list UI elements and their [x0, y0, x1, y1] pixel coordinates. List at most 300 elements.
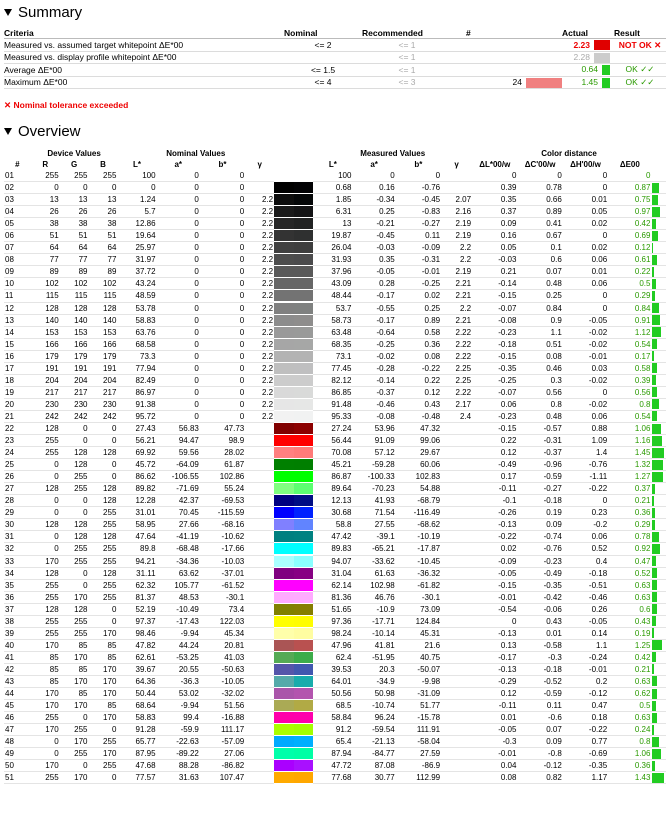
- overview-cell: 2.17: [441, 398, 472, 410]
- overview-cell: 31.01: [117, 507, 156, 519]
- overview-cell: 62.61: [117, 651, 156, 663]
- summary-num: [452, 76, 562, 88]
- overview-cell: 0: [60, 182, 89, 194]
- overview-cell: 0.9: [517, 314, 562, 326]
- overview-cell: -0.48: [396, 410, 441, 422]
- overview-cell: 1.1: [517, 326, 562, 338]
- color-swatch: [274, 230, 313, 242]
- overview-cell: 85: [89, 639, 118, 651]
- overview-cell: -86.9: [396, 760, 441, 772]
- nominal-swatch: [274, 423, 294, 434]
- nominal-swatch: [274, 628, 294, 639]
- overview-cell: 0: [200, 266, 245, 278]
- measured-swatch: [294, 772, 314, 783]
- overview-cell: 0: [200, 302, 245, 314]
- overview-cell: 61.63: [352, 567, 395, 579]
- overview-cell: 0.67: [517, 230, 562, 242]
- overview-cell: 0.63: [608, 579, 651, 591]
- overview-cell: 0.29: [608, 290, 651, 302]
- overview-cell: 0.02: [396, 290, 441, 302]
- overview-cell: -0.83: [396, 206, 441, 218]
- overview-cell: 89.64: [313, 483, 352, 495]
- de-bar-cell: [651, 182, 666, 194]
- overview-cell: -0.37: [517, 447, 562, 459]
- nominal-swatch: [274, 315, 294, 326]
- overview-cell: 2.2: [441, 254, 472, 266]
- overview-cell: 0.12: [396, 386, 441, 398]
- overview-cell: 0: [31, 748, 60, 760]
- nominal-swatch: [274, 363, 294, 374]
- overview-cell: 0: [157, 170, 200, 182]
- overview-cell: 45.34: [200, 627, 245, 639]
- nominal-swatch: [274, 676, 294, 687]
- color-swatch: [274, 290, 313, 302]
- overview-cell: 1.85: [313, 194, 352, 206]
- overview-cell: 0.54: [608, 338, 651, 350]
- nominal-swatch: [274, 483, 294, 494]
- overview-cell: 0: [200, 362, 245, 374]
- measured-swatch: [294, 640, 314, 651]
- overview-cell: 89.82: [117, 483, 156, 495]
- overview-cell: 0.26: [563, 603, 608, 615]
- overview-cell: 0.63: [608, 712, 651, 724]
- color-swatch: [274, 182, 313, 194]
- color-swatch: [274, 422, 313, 434]
- overview-cell: 0: [60, 712, 89, 724]
- de-bar: [652, 279, 656, 289]
- overview-cell: [245, 627, 274, 639]
- overview-cell: 170: [31, 555, 60, 567]
- overview-cell: -0.18: [517, 495, 562, 507]
- overview-cell: 1.32: [608, 459, 651, 471]
- nominal-swatch: [274, 278, 294, 289]
- overview-cell: [245, 435, 274, 447]
- overview-cell: 2.2: [245, 374, 274, 386]
- overview-cell: -0.3: [472, 736, 517, 748]
- overview-cell: 99.06: [396, 435, 441, 447]
- overview-cell: 35: [4, 579, 31, 591]
- nominal-swatch: [274, 170, 294, 181]
- measured-swatch: [294, 290, 314, 301]
- overview-cell: -0.11: [472, 483, 517, 495]
- nominal-swatch: [274, 664, 294, 675]
- overview-cell: 39.53: [313, 663, 352, 675]
- overview-cell: 111.17: [200, 724, 245, 736]
- overview-cell: -16.88: [200, 712, 245, 724]
- overview-cell: 0: [200, 290, 245, 302]
- overview-cell: 1.43: [608, 772, 651, 784]
- overview-row: [4, 254, 666, 266]
- overview-cell: 0: [157, 182, 200, 194]
- overview-cell: 24: [4, 447, 31, 459]
- overview-cell: -0.42: [517, 591, 562, 603]
- overview-cell: 68.58: [117, 338, 156, 350]
- overview-cell: 102.86: [200, 471, 245, 483]
- overview-cell: 1.4: [563, 447, 608, 459]
- overview-cell: 128: [89, 531, 118, 543]
- de-bar: [652, 327, 661, 337]
- nominal-swatch: [274, 748, 294, 759]
- de-bar: [652, 424, 660, 434]
- overview-cell: -15.78: [396, 712, 441, 724]
- de-bar-cell: [651, 447, 666, 459]
- overview-cell: 255: [31, 435, 60, 447]
- measured-swatch: [294, 242, 314, 253]
- overview-cell: -0.59: [517, 688, 562, 700]
- overview-cell: [245, 483, 274, 495]
- de-bar: [652, 351, 653, 361]
- overview-cell: 255: [31, 615, 60, 627]
- overview-cell: 0: [200, 374, 245, 386]
- col-header: ΔE00: [619, 160, 640, 169]
- overview-cell: [245, 615, 274, 627]
- overview-row: [4, 398, 666, 410]
- overview-cell: 12.28: [117, 495, 156, 507]
- overview-cell: 42: [4, 663, 31, 675]
- overview-section-header[interactable]: [4, 123, 81, 140]
- measured-swatch: [294, 399, 314, 410]
- overview-cell: 0.63: [608, 591, 651, 603]
- de-bar-cell: [651, 519, 666, 531]
- overview-cell: 0.06: [563, 254, 608, 266]
- overview-cell: 0.66: [517, 194, 562, 206]
- overview-cell: 0.04: [472, 760, 517, 772]
- overview-cell: -71.69: [157, 483, 200, 495]
- overview-cell: 41.03: [200, 651, 245, 663]
- overview-cell: [245, 700, 274, 712]
- nominal-swatch: [274, 700, 294, 711]
- overview-cell: -0.18: [517, 663, 562, 675]
- overview-cell: 0: [89, 772, 118, 784]
- overview-cell: 170: [60, 772, 89, 784]
- de-bar: [652, 484, 655, 494]
- nominal-swatch: [274, 194, 294, 205]
- overview-cell: 0.17: [472, 471, 517, 483]
- overview-cell: -0.35: [563, 760, 608, 772]
- overview-cell: 112.99: [396, 772, 441, 784]
- overview-cell: -0.23: [517, 555, 562, 567]
- overview-cell: 19: [4, 386, 31, 398]
- overview-cell: 77.57: [117, 772, 156, 784]
- overview-cell: 0: [31, 543, 60, 555]
- overview-cell: 37: [4, 603, 31, 615]
- overview-cell: [441, 170, 472, 182]
- overview-cell: 26: [60, 206, 89, 218]
- de-bar: [652, 532, 658, 542]
- de-bar: [652, 399, 658, 409]
- collapse-triangle-icon[interactable]: [4, 128, 12, 135]
- overview-cell: -57.09: [200, 736, 245, 748]
- overview-cell: 255: [60, 471, 89, 483]
- overview-cell: 31: [4, 531, 31, 543]
- summary-actual-value: 0.64: [581, 64, 598, 75]
- col-header: B: [100, 160, 106, 169]
- overview-row: [4, 447, 666, 459]
- overview-cell: -0.05: [472, 567, 517, 579]
- overview-cell: 0: [200, 194, 245, 206]
- color-swatch: [274, 483, 313, 495]
- overview-cell: 2.2: [245, 290, 274, 302]
- overview-cell: [441, 748, 472, 760]
- overview-cell: 56.83: [157, 422, 200, 434]
- overview-cell: [245, 579, 274, 591]
- overview-cell: [441, 182, 472, 194]
- overview-cell: 0: [31, 471, 60, 483]
- summary-recommended: <= 1: [362, 51, 452, 63]
- overview-row: [4, 218, 666, 230]
- overview-cell: 0.22: [396, 374, 441, 386]
- group-device-values: Device Values: [47, 149, 101, 158]
- swatch-col-header: [274, 159, 313, 170]
- overview-cell: 170: [89, 712, 118, 724]
- overview-cell: 91.48: [313, 398, 352, 410]
- overview-cell: 5.7: [117, 206, 156, 218]
- summary-col-actual: Actual: [562, 27, 614, 39]
- overview-cell: 255: [31, 772, 60, 784]
- overview-cell: -0.17: [352, 314, 395, 326]
- overview-cell: 0: [89, 422, 118, 434]
- summary-actual: [562, 39, 614, 51]
- overview-cell: 77.68: [313, 772, 352, 784]
- overview-cell: 255: [31, 447, 60, 459]
- overview-cell: 33: [4, 555, 31, 567]
- overview-cell: 0: [157, 314, 200, 326]
- overview-cell: -0.28: [352, 362, 395, 374]
- de-bar-cell: [651, 422, 666, 434]
- overview-cell: 0: [89, 459, 118, 471]
- overview-cell: 13: [89, 194, 118, 206]
- overview-cell: 230: [89, 398, 118, 410]
- overview-cell: 0: [200, 218, 245, 230]
- overview-cell: 28.02: [200, 447, 245, 459]
- overview-cell: 2.2: [245, 398, 274, 410]
- overview-cell: 0: [200, 350, 245, 362]
- overview-cell: -0.02: [352, 350, 395, 362]
- measured-swatch: [294, 375, 314, 386]
- overview-cell: 53.96: [352, 422, 395, 434]
- summary-actual-value: 2.23: [573, 39, 590, 50]
- overview-cell: 0.02: [563, 218, 608, 230]
- overview-cell: 98.46: [117, 627, 156, 639]
- de-bar-cell: [651, 724, 666, 736]
- overview-cell: 111.91: [396, 724, 441, 736]
- summary-status-swatch: [594, 40, 610, 50]
- de-bar: [652, 183, 659, 193]
- overview-cell: 0.56: [517, 386, 562, 398]
- overview-cell: 2.22: [441, 326, 472, 338]
- overview-cell: 2.2: [245, 350, 274, 362]
- overview-cell: 50.98: [352, 688, 395, 700]
- overview-cell: 0.43: [608, 615, 651, 627]
- overview-row: [4, 170, 666, 182]
- summary-row: [4, 51, 666, 63]
- group-nominal-values: Nominal Values: [166, 149, 226, 158]
- overview-cell: -0.26: [472, 507, 517, 519]
- overview-cell: -37.01: [200, 567, 245, 579]
- overview-cell: 99.4: [157, 712, 200, 724]
- de-bar: [652, 195, 658, 205]
- overview-cell: -0.8: [517, 748, 562, 760]
- overview-cell: 0: [89, 182, 118, 194]
- overview-row: [4, 471, 666, 483]
- overview-cell: 170: [31, 724, 60, 736]
- overview-cell: [441, 519, 472, 531]
- overview-cell: -68.48: [157, 543, 200, 555]
- col-header: b*: [414, 160, 423, 169]
- overview-cell: -0.22: [563, 724, 608, 736]
- overview-cell: 09: [4, 266, 31, 278]
- overview-cell: [245, 736, 274, 748]
- overview-cell: [245, 507, 274, 519]
- summary-heading: Summary: [18, 4, 83, 21]
- overview-cell: 0.17: [608, 350, 651, 362]
- measured-swatch: [294, 568, 314, 579]
- overview-cell: -0.22: [563, 483, 608, 495]
- overview-cell: 0: [200, 278, 245, 290]
- color-swatch: [274, 567, 313, 579]
- de-bar-cell: [651, 206, 666, 218]
- de-bar-cell: [651, 663, 666, 675]
- overview-cell: 0: [200, 206, 245, 218]
- overview-cell: 2.21: [441, 278, 472, 290]
- overview-cell: 217: [31, 386, 60, 398]
- overview-row: [4, 603, 666, 615]
- overview-cell: 128: [31, 519, 60, 531]
- de-bar: [652, 544, 659, 554]
- nominal-swatch: [274, 182, 294, 193]
- overview-cell: 22: [4, 422, 31, 434]
- overview-cell: 87.08: [352, 760, 395, 772]
- overview-cell: [441, 772, 472, 784]
- overview-cell: -0.25: [352, 338, 395, 350]
- overview-cell: 0.02: [563, 242, 608, 254]
- overview-cell: [441, 663, 472, 675]
- overview-cell: 2.19: [441, 218, 472, 230]
- overview-cell: -0.74: [517, 531, 562, 543]
- color-swatch: [274, 724, 313, 736]
- overview-cell: -0.55: [352, 302, 395, 314]
- overview-cell: 255: [31, 712, 60, 724]
- de-bar-cell: [651, 760, 666, 772]
- overview-cell: [441, 422, 472, 434]
- de-bar-cell: [651, 362, 666, 374]
- overview-cell: 0: [31, 182, 60, 194]
- overview-cell: 12.13: [313, 495, 352, 507]
- overview-cell: 73.4: [200, 603, 245, 615]
- overview-cell: 128: [89, 447, 118, 459]
- overview-cell: 30.68: [313, 507, 352, 519]
- collapse-triangle-icon[interactable]: [4, 9, 12, 16]
- overview-cell: [245, 748, 274, 760]
- overview-cell: 64: [60, 242, 89, 254]
- overview-cell: 0: [157, 386, 200, 398]
- overview-cell: [245, 447, 274, 459]
- overview-row: [4, 555, 666, 567]
- overview-cell: 64.01: [313, 675, 352, 687]
- overview-cell: 39: [4, 627, 31, 639]
- de-bar: [652, 556, 656, 566]
- overview-row: [4, 338, 666, 350]
- measured-swatch: [294, 712, 314, 723]
- overview-cell: 255: [89, 170, 118, 182]
- summary-col-criteria: Criteria: [4, 27, 284, 39]
- overview-cell: 170: [60, 651, 89, 663]
- overview-cell: 40: [4, 639, 31, 651]
- overview-cell: [245, 555, 274, 567]
- overview-cell: 0.16: [352, 182, 395, 194]
- overview-row: [4, 194, 666, 206]
- overview-cell: 191: [31, 362, 60, 374]
- overview-cell: [441, 567, 472, 579]
- overview-cell: 128: [89, 302, 118, 314]
- summary-col-recommended: Recommended: [362, 27, 452, 39]
- overview-cell: -0.22: [472, 531, 517, 543]
- overview-cell: 2.2: [245, 326, 274, 338]
- overview-cell: 0.14: [563, 627, 608, 639]
- summary-section-header[interactable]: [4, 4, 82, 21]
- overview-cell: -59.9: [157, 724, 200, 736]
- overview-cell: [245, 591, 274, 603]
- measured-swatch: [294, 351, 314, 362]
- overview-cell: -0.52: [517, 675, 562, 687]
- overview-cell: 0: [352, 170, 395, 182]
- de-bar: [652, 243, 653, 253]
- de-bar: [652, 725, 654, 735]
- measured-swatch: [294, 170, 314, 181]
- overview-cell: 255: [60, 627, 89, 639]
- overview-cell: 98.24: [313, 627, 352, 639]
- measured-swatch: [294, 628, 314, 639]
- overview-cell: 0: [563, 290, 608, 302]
- de-bar-cell: [651, 266, 666, 278]
- overview-cell: 45: [4, 700, 31, 712]
- overview-cell: 0.25: [517, 290, 562, 302]
- overview-cell: 0.2: [563, 675, 608, 687]
- overview-cell: -0.07: [472, 302, 517, 314]
- measured-swatch: [294, 483, 314, 494]
- overview-cell: 58.83: [117, 314, 156, 326]
- overview-row: [4, 579, 666, 591]
- summary-actual-value: 2.28: [573, 52, 590, 63]
- de-bar: [652, 616, 655, 626]
- overview-cell: [441, 712, 472, 724]
- de-bar-cell: [651, 772, 666, 784]
- de-bar: [652, 363, 657, 373]
- overview-cell: 2.2: [245, 362, 274, 374]
- overview-cell: 56.44: [313, 435, 352, 447]
- overview-heading: Overview: [18, 123, 81, 140]
- overview-cell: -0.49: [472, 459, 517, 471]
- overview-cell: [245, 531, 274, 543]
- measured-swatch: [294, 423, 314, 434]
- overview-cell: 2.2: [245, 242, 274, 254]
- overview-cell: -0.58: [517, 639, 562, 651]
- overview-cell: [245, 519, 274, 531]
- overview-cell: -0.15: [472, 422, 517, 434]
- overview-cell: -34.9: [352, 675, 395, 687]
- de-bar: [652, 315, 659, 325]
- de-bar-cell: [651, 507, 666, 519]
- overview-cell: -31.09: [396, 688, 441, 700]
- overview-cell: -17.66: [200, 543, 245, 555]
- overview-cell: 128: [31, 603, 60, 615]
- overview-cell: 105.77: [157, 579, 200, 591]
- overview-cell: 0.23: [563, 507, 608, 519]
- nominal-swatch: [274, 568, 294, 579]
- overview-cell: 242: [89, 410, 118, 422]
- overview-cell: [245, 772, 274, 784]
- overview-cell: 45.31: [396, 627, 441, 639]
